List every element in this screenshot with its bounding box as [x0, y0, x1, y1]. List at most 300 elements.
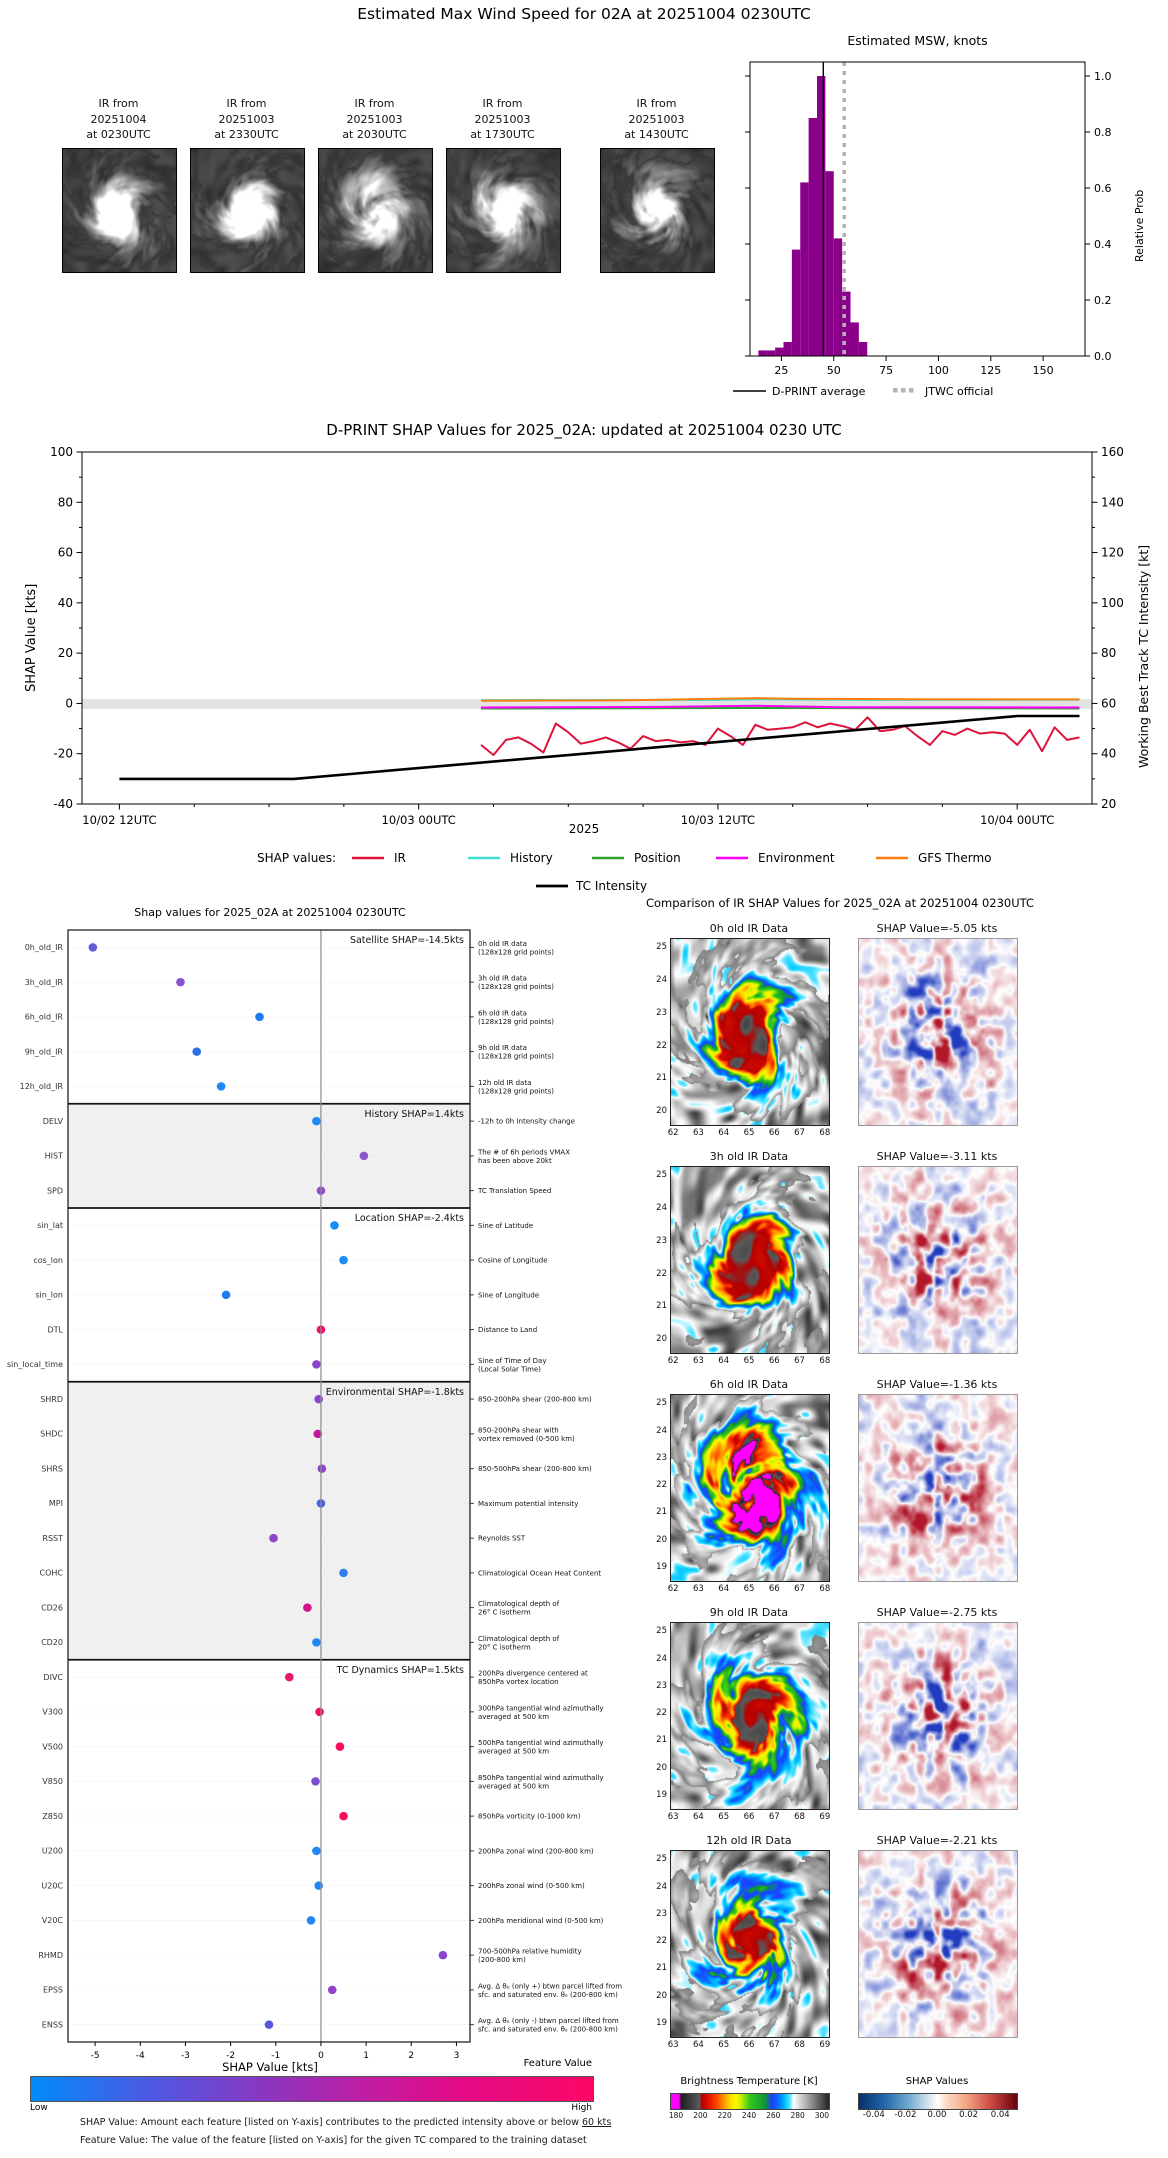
shap-dot [314, 1881, 323, 1890]
feature-value-low-label: Low [30, 2103, 48, 2113]
lat-tick-label: 19 [656, 1561, 667, 1572]
feature-desc: Reynolds SST [478, 1534, 526, 1543]
timeseries-title: D-PRINT SHAP Values for 2025_02A: updated at 20251004 0230 UTC [326, 421, 842, 439]
feature-label: 0h_old_IR [24, 943, 63, 953]
lat-tick-label: 19 [656, 1789, 667, 1800]
shap-dot [265, 2020, 274, 2029]
shap-dot [439, 1951, 448, 1960]
ir-data-title: 9h old IR Data [709, 1606, 789, 1619]
feature-label: SHDC [40, 1429, 63, 1439]
lon-tick-label: 63 [693, 1584, 704, 1594]
ir-thumbnail-caption-line: IR from [354, 97, 395, 110]
shap-dot [269, 1534, 278, 1543]
lat-tick-label: 22 [656, 1936, 667, 1947]
lon-tick-label: 64 [693, 2040, 704, 2050]
lat-tick-label: 24 [656, 1203, 667, 1214]
feature-label: DIVC [43, 1672, 63, 1682]
ir-thumbnail-caption-line: 20251003 [346, 112, 403, 126]
y-tick-label: 80 [57, 495, 73, 510]
shap-map-canvas [858, 1394, 1018, 1582]
feature-desc: Climatological Ocean Heat Content [478, 1569, 602, 1578]
lat-tick-label: 21 [656, 1073, 667, 1084]
feature-label: EPSS [42, 1985, 63, 1995]
ir-thumbnail-caption [434, 96, 571, 143]
timeseries-ylabel-left: SHAP Value [kts] [24, 583, 39, 692]
feature-desc: (128x128 grid points) [478, 1017, 554, 1026]
lon-tick-label: 69 [819, 2040, 831, 2050]
shap-dot [314, 1395, 323, 1404]
feature-desc: The # of 6h periods VMAX [478, 1148, 571, 1157]
x-tick-label: -1 [271, 2051, 281, 2061]
legend-title: SHAP values: [257, 851, 336, 865]
bt-tick-label: 280 [790, 2111, 805, 2120]
shap-dot [176, 978, 185, 987]
feature-desc: sfc. and saturated env. θₑ (200-800 km) [478, 1990, 618, 1999]
lat-tick-label: 24 [656, 975, 667, 986]
x-tick-label: 10/02 12UTC [82, 813, 157, 827]
dot-plot-xlabel: SHAP Value [kts] [222, 2060, 318, 2074]
ir-thumbnail-caption-line: 20251003 [218, 112, 275, 126]
feature-desc: 200hPa meridional wind (0-500 km) [478, 1916, 604, 1925]
histogram-bar [825, 171, 833, 356]
shap-values-colorbar [858, 2093, 1018, 2110]
feature-desc: averaged at 500 km [478, 1712, 550, 1721]
feature-desc: 850hPa vorticity (0-1000 km) [478, 1812, 581, 1821]
legend-label: Environment [758, 851, 835, 865]
lon-tick-label: 63 [693, 1128, 704, 1138]
feature-label: DTL [47, 1325, 63, 1335]
shap-value-title: SHAP Value=-2.21 kts [876, 1834, 998, 1847]
lon-tick-label: 65 [743, 1584, 755, 1594]
bt-tick-label: 260 [766, 2111, 781, 2120]
feature-label: SPD [46, 1186, 63, 1196]
x-tick-label: -3 [180, 2051, 190, 2061]
y-tick-label: 0.6 [1094, 182, 1112, 195]
histogram-bar [784, 342, 792, 356]
shap-dot [303, 1603, 312, 1612]
shap-dot [312, 1117, 321, 1126]
y-tick-label: 20 [1101, 797, 1117, 811]
feature-desc: (Local Solar Time) [478, 1365, 542, 1374]
feature-desc: 20° C isotherm [478, 1643, 531, 1652]
lon-tick-label: 67 [768, 1812, 780, 1822]
ir-thumbnail-caption-line: 20251003 [628, 112, 685, 126]
shap-dot [222, 1291, 231, 1300]
shap-dot [311, 1777, 320, 1786]
lon-tick-label: 68 [794, 1812, 805, 1822]
footnote-shap-value-text: SHAP Value: Amount each feature [listed on Y-axis] contributes to the predicted intensity above or below [80, 2117, 582, 2128]
bt-tick-label: 220 [717, 2111, 732, 2120]
legend-label: JTWC official [925, 385, 994, 398]
y-tick-label: 0.8 [1094, 126, 1112, 139]
ir-thumbnail-caption-line: at 2330UTC [214, 128, 279, 141]
lon-tick-label: 65 [718, 1812, 730, 1822]
shap-dot [336, 1742, 345, 1751]
group-shade [68, 1382, 470, 1660]
bt-tick-label: 200 [693, 2111, 708, 2120]
group-shap-label: Environmental SHAP=-1.8kts [325, 1386, 464, 1398]
lat-tick-label: 25 [656, 1854, 667, 1865]
feature-label: COHC [39, 1568, 63, 1578]
feature-label: V850 [42, 1777, 63, 1787]
lat-tick-label: 23 [656, 1007, 667, 1018]
x-tick-label: -5 [90, 2051, 100, 2061]
feature-desc: 850hPa vortex location [478, 1678, 559, 1687]
shap-dot [315, 1708, 324, 1717]
lon-tick-label: 65 [743, 1356, 755, 1366]
timeseries-xlabel: 2025 [568, 822, 600, 836]
lat-tick-label: 24 [656, 1881, 667, 1892]
shap-dot [285, 1673, 294, 1682]
shap-value-title: SHAP Value=-2.75 kts [876, 1606, 998, 1619]
feature-value-colorbar-label: Feature Value [523, 2058, 592, 2069]
shap-map-canvas [858, 938, 1018, 1126]
shap-dot [307, 1916, 316, 1925]
histogram-bar [775, 348, 783, 356]
ir-thumbnail-caption-line: at 0230UTC [86, 128, 151, 141]
x-tick-label: 100 [927, 364, 949, 377]
feature-desc: Sine of Longitude [478, 1291, 540, 1300]
feature-desc: 300hPa tangential wind azimuthally [478, 1704, 604, 1713]
feature-label: HIST [44, 1151, 63, 1161]
feature-desc: TC Translation Speed [478, 1187, 552, 1196]
lon-tick-label: 62 [667, 1128, 679, 1138]
comparison-title: Comparison of IR SHAP Values for 2025_02A at 20251004 0230UTC [645, 896, 1035, 910]
lon-tick-label: 69 [819, 1812, 831, 1822]
lat-tick-label: 21 [656, 1963, 667, 1974]
x-tick-label: 3 [453, 2051, 460, 2061]
lon-tick-label: 66 [743, 2040, 755, 2050]
x-tick-label: 0 [318, 2051, 324, 2061]
feature-desc: 3h old IR data [478, 974, 527, 983]
shap-value-title: SHAP Value=-3.11 kts [876, 1150, 998, 1163]
dot-plot-title: Shap values for 2025_02A at 20251004 0230UTC [134, 906, 406, 919]
lon-tick-label: 67 [768, 2040, 780, 2050]
feature-label: sin_local_time [6, 1360, 63, 1370]
group-shap-label: Satellite SHAP=-14.5kts [349, 935, 464, 946]
shap-dot [89, 943, 98, 952]
legend-label: IR [394, 851, 406, 865]
page-title: Estimated Max Wind Speed for 02A at 20251004 0230UTC [357, 5, 811, 23]
lon-tick-label: 65 [743, 1128, 755, 1138]
feature-desc: vortex removed (0-500 km) [478, 1434, 575, 1443]
feature-value-colorbar [30, 2076, 594, 2102]
shap-map-canvas [858, 1622, 1018, 1810]
y-tick-label: 1.0 [1094, 70, 1112, 83]
footnote-shap-value [80, 2117, 611, 2128]
shap-cb-tick-label: -0.02 [894, 2110, 917, 2120]
y-tick-label: 0 [65, 696, 73, 711]
ir-data-title: 0h old IR Data [709, 922, 789, 935]
feature-desc: (128x128 grid points) [478, 1052, 554, 1061]
lat-tick-label: 23 [656, 1908, 667, 1919]
ir-thumbnail-image [446, 148, 561, 273]
legend-label: TC Intensity [576, 879, 648, 893]
y-tick-label: 0.4 [1094, 238, 1112, 251]
ir-data-title: 3h old IR Data [709, 1150, 789, 1163]
legend-label: GFS Thermo [918, 851, 992, 865]
feature-desc: 200hPa divergence centered at [478, 1669, 588, 1678]
histogram-bar [851, 322, 859, 356]
feature-label: RSST [42, 1533, 63, 1543]
lat-tick-label: 19 [656, 2017, 667, 2028]
feature-label: Z850 [42, 1811, 63, 1821]
legend-dot-sample [893, 388, 898, 393]
y-tick-label: 100 [1101, 595, 1124, 610]
lon-tick-label: 68 [794, 2040, 805, 2050]
y-tick-label: 60 [1101, 696, 1117, 711]
legend-dot-sample [909, 388, 914, 393]
ir-thumbnail-caption [588, 96, 725, 143]
ir-thumbnail-caption-line: IR from [482, 97, 523, 110]
feature-label: 6h_old_IR [24, 1012, 63, 1022]
ir-thumbnail-caption-line: 20251003 [474, 112, 531, 126]
feature-desc: 850-500hPa shear (200-800 km) [478, 1465, 592, 1474]
y-tick-label: 40 [57, 595, 73, 610]
lon-tick-label: 67 [794, 1128, 805, 1138]
feature-desc: 700-500hPa relative humidity [478, 1947, 582, 1956]
histogram-title: Estimated MSW, knots [847, 33, 988, 48]
shap-dot [217, 1082, 226, 1091]
legend-label: History [510, 851, 553, 865]
shap-map-canvas [858, 1850, 1018, 2038]
feature-desc: 26° C isotherm [478, 1608, 531, 1617]
lon-tick-label: 66 [768, 1128, 780, 1138]
lon-tick-label: 64 [718, 1128, 730, 1138]
timeseries-ylabel-right: Working Best Track TC Intensity [kt] [1136, 544, 1151, 768]
y-tick-label: 120 [1101, 545, 1124, 560]
feature-desc: Cosine of Longitude [478, 1256, 548, 1265]
lat-tick-label: 20 [656, 1534, 667, 1545]
histogram-bar [817, 76, 825, 356]
lat-tick-label: 22 [656, 1480, 667, 1491]
ir-thumbnail-caption-line: at 1430UTC [624, 128, 689, 141]
ir-thumbnail-image [600, 148, 715, 273]
shap-dot [255, 1013, 264, 1022]
shap-cb-tick-label: 0.04 [990, 2110, 1010, 2120]
lat-tick-label: 23 [656, 1452, 667, 1463]
y-tick-label: 0.0 [1094, 350, 1112, 363]
x-tick-label: 75 [879, 364, 894, 377]
feature-desc: 9h old IR data [478, 1044, 527, 1053]
lon-tick-label: 66 [768, 1356, 780, 1366]
bt-tick-label: 180 [668, 2111, 684, 2120]
feature-label: SHRD [40, 1394, 63, 1404]
shap-cb-tick-label: -0.04 [862, 2110, 885, 2120]
ir-thumbnail-caption-line: IR from [226, 97, 267, 110]
ir-thumbnail-caption-line: 20251004 [90, 112, 147, 126]
feature-desc: Climatological depth of [478, 1634, 560, 1643]
lat-tick-label: 24 [656, 1653, 667, 1664]
x-tick-label: -4 [135, 2051, 145, 2061]
ir-thumbnail-caption-line: at 1730UTC [470, 128, 535, 141]
x-tick-label: 10/03 12UTC [680, 813, 756, 827]
x-tick-label: 10/04 00UTC [980, 813, 1055, 827]
shap-values-colorbar-label: SHAP Values [905, 2076, 969, 2087]
group-shap-label: History SHAP=1.4kts [364, 1108, 464, 1120]
feature-desc: Sine of Latitude [478, 1221, 534, 1230]
feature-desc: 200hPa zonal wind (200-800 km) [478, 1847, 594, 1856]
lat-tick-label: 23 [656, 1235, 667, 1246]
feature-value-high-label: High [571, 2103, 592, 2113]
bt-tick-label: 300 [814, 2111, 830, 2120]
feature-desc: Avg. Δ θₑ (only +) btwn parcel lifted from [478, 1982, 623, 1991]
brightness-temp-colorbar-label: Brightness Temperature [K] [680, 2076, 818, 2087]
lon-tick-label: 68 [819, 1584, 831, 1594]
ir-thumbnail-caption-line: at 2030UTC [342, 128, 407, 141]
footnote-threshold: 60 kts [581, 2117, 612, 2128]
y-tick-label: 140 [1101, 495, 1124, 510]
histogram-bar [792, 250, 800, 356]
feature-label: 3h_old_IR [24, 977, 63, 987]
ir-map-canvas [670, 938, 830, 1126]
feature-desc: Sine of Time of Day [478, 1356, 547, 1365]
feature-desc: (128x128 grid points) [478, 948, 554, 957]
ir-map-canvas [670, 1166, 830, 1354]
lat-tick-label: 24 [656, 1425, 667, 1436]
lat-tick-label: 21 [656, 1301, 667, 1312]
shap-dot [339, 1256, 348, 1265]
lon-tick-label: 63 [667, 1812, 679, 1822]
histogram-bar [809, 118, 817, 356]
lon-tick-label: 67 [794, 1356, 805, 1366]
shap-dot [192, 1047, 201, 1056]
feature-desc: 200hPa zonal wind (0-500 km) [478, 1882, 585, 1891]
lon-tick-label: 67 [794, 1584, 805, 1594]
ir-thumbnail-caption [178, 96, 315, 143]
legend-dot-sample [901, 388, 906, 393]
feature-desc: 0h old IR data [478, 939, 527, 948]
y-tick-label: 20 [57, 646, 73, 661]
feature-desc: 850-200hPa shear with [478, 1426, 559, 1435]
shap-dot [339, 1569, 348, 1578]
feature-label: sin_lon [35, 1290, 63, 1300]
shap-cb-tick-label: 0.02 [959, 2110, 979, 2120]
y-tick-label: 80 [1101, 646, 1117, 661]
feature-label: MPI [48, 1499, 63, 1509]
feature-desc: 500hPa tangential wind azimuthally [478, 1739, 604, 1748]
ir-thumbnail-image [190, 148, 305, 273]
feature-desc: averaged at 500 km [478, 1747, 550, 1756]
feature-desc: Maximum potential intensity [478, 1499, 579, 1508]
lon-tick-label: 66 [743, 1812, 755, 1822]
x-tick-label: 10/03 00UTC [381, 813, 456, 827]
y-tick-label: 0.2 [1094, 294, 1112, 307]
ir-data-title: 6h old IR Data [709, 1378, 789, 1391]
ir-map-canvas [670, 1850, 830, 2038]
brightness-temp-colorbar [670, 2093, 830, 2110]
histogram-ylabel: Relative Prob [1133, 189, 1146, 262]
feature-label: 12h_old_IR [19, 1082, 63, 1092]
lat-tick-label: 25 [656, 1626, 667, 1637]
ir-thumbnail-image [318, 148, 433, 273]
group-shap-label: TC Dynamics SHAP=1.5kts [336, 1664, 464, 1676]
feature-desc: Distance to Land [478, 1326, 538, 1335]
lon-tick-label: 65 [718, 2040, 730, 2050]
bt-tick-label: 240 [741, 2111, 757, 2120]
y-tick-label: 160 [1101, 445, 1124, 459]
lon-tick-label: 64 [718, 1584, 730, 1594]
feature-label: cos_lon [33, 1255, 63, 1265]
feature-label: V500 [42, 1742, 63, 1752]
lat-tick-label: 20 [656, 1990, 667, 2001]
feature-label: DELV [42, 1116, 63, 1126]
feature-label: U200 [41, 1846, 63, 1856]
feature-desc: has been above 20kt [478, 1156, 552, 1165]
shap-dot [318, 1464, 327, 1473]
feature-label: V300 [42, 1707, 63, 1717]
feature-desc: Avg. Δ θₑ (only -) btwn parcel lifted from [478, 2017, 619, 2026]
lon-tick-label: 66 [768, 1584, 780, 1594]
feature-label: CD20 [41, 1638, 63, 1648]
feature-label: CD26 [41, 1603, 63, 1613]
x-tick-label: 125 [980, 364, 1002, 377]
x-tick-label: 50 [826, 364, 841, 377]
feature-label: ENSS [41, 2020, 63, 2030]
x-tick-label: 25 [774, 364, 789, 377]
shap-cb-tick-label: 0.00 [927, 2110, 947, 2120]
lat-tick-label: 25 [656, 942, 667, 953]
feature-desc: 6h old IR data [478, 1009, 527, 1018]
lat-tick-label: 25 [656, 1170, 667, 1181]
histogram-bar [758, 350, 766, 356]
group-shap-label: Location SHAP=-2.4kts [354, 1213, 464, 1224]
shap-dot [360, 1152, 369, 1161]
lon-tick-label: 63 [693, 1356, 704, 1366]
y-tick-label: 100 [50, 445, 73, 459]
ir-map-canvas [670, 1622, 830, 1810]
feature-label: U20C [41, 1881, 63, 1891]
feature-desc: (200-800 km) [478, 1956, 526, 1965]
histogram-bar [834, 238, 842, 356]
shap-value-title: SHAP Value=-5.05 kts [876, 922, 998, 935]
lat-tick-label: 20 [656, 1762, 667, 1773]
feature-desc: 850-200hPa shear (200-800 km) [478, 1395, 592, 1404]
feature-label: SHRS [41, 1464, 63, 1474]
shap-dot [328, 1986, 337, 1995]
shap-dot [312, 1847, 321, 1856]
ir-thumbnail-caption [306, 96, 443, 143]
ir-data-title: 12h old IR Data [706, 1834, 792, 1847]
timeseries-axes-box [82, 452, 1092, 804]
lat-tick-label: 20 [656, 1333, 667, 1344]
ir-thumbnail-image [62, 148, 177, 273]
shap-map-canvas [858, 1166, 1018, 1354]
ir-thumbnail-caption-line: IR from [636, 97, 677, 110]
lon-tick-label: 64 [693, 1812, 704, 1822]
lat-tick-label: 25 [656, 1398, 667, 1409]
lon-tick-label: 62 [667, 1584, 679, 1594]
feature-desc: 850hPa tangential wind azimuthally [478, 1773, 604, 1782]
y-tick-label: 60 [57, 545, 73, 560]
lat-tick-label: 20 [656, 1105, 667, 1116]
shap-value-title: SHAP Value=-1.36 kts [876, 1378, 998, 1391]
x-tick-label: 150 [1032, 364, 1054, 377]
feature-desc: 12h old IR data [478, 1078, 532, 1087]
legend-label: Position [634, 851, 681, 865]
ir-map-canvas [670, 1394, 830, 1582]
legend-label: D-PRINT average [772, 385, 866, 398]
lat-tick-label: 21 [656, 1735, 667, 1746]
shap-dot [312, 1360, 321, 1369]
feature-desc: Climatological depth of [478, 1600, 560, 1609]
histogram-bar [800, 182, 808, 356]
lat-tick-label: 22 [656, 1040, 667, 1051]
shap-dot [330, 1221, 339, 1230]
feature-label: RHMD [38, 1950, 63, 1960]
feature-label: 9h_old_IR [24, 1047, 63, 1057]
footnote-feature-value: Feature Value: The value of the feature [listed on Y-axis] for the given TC compared to the training dataset [80, 2135, 587, 2146]
